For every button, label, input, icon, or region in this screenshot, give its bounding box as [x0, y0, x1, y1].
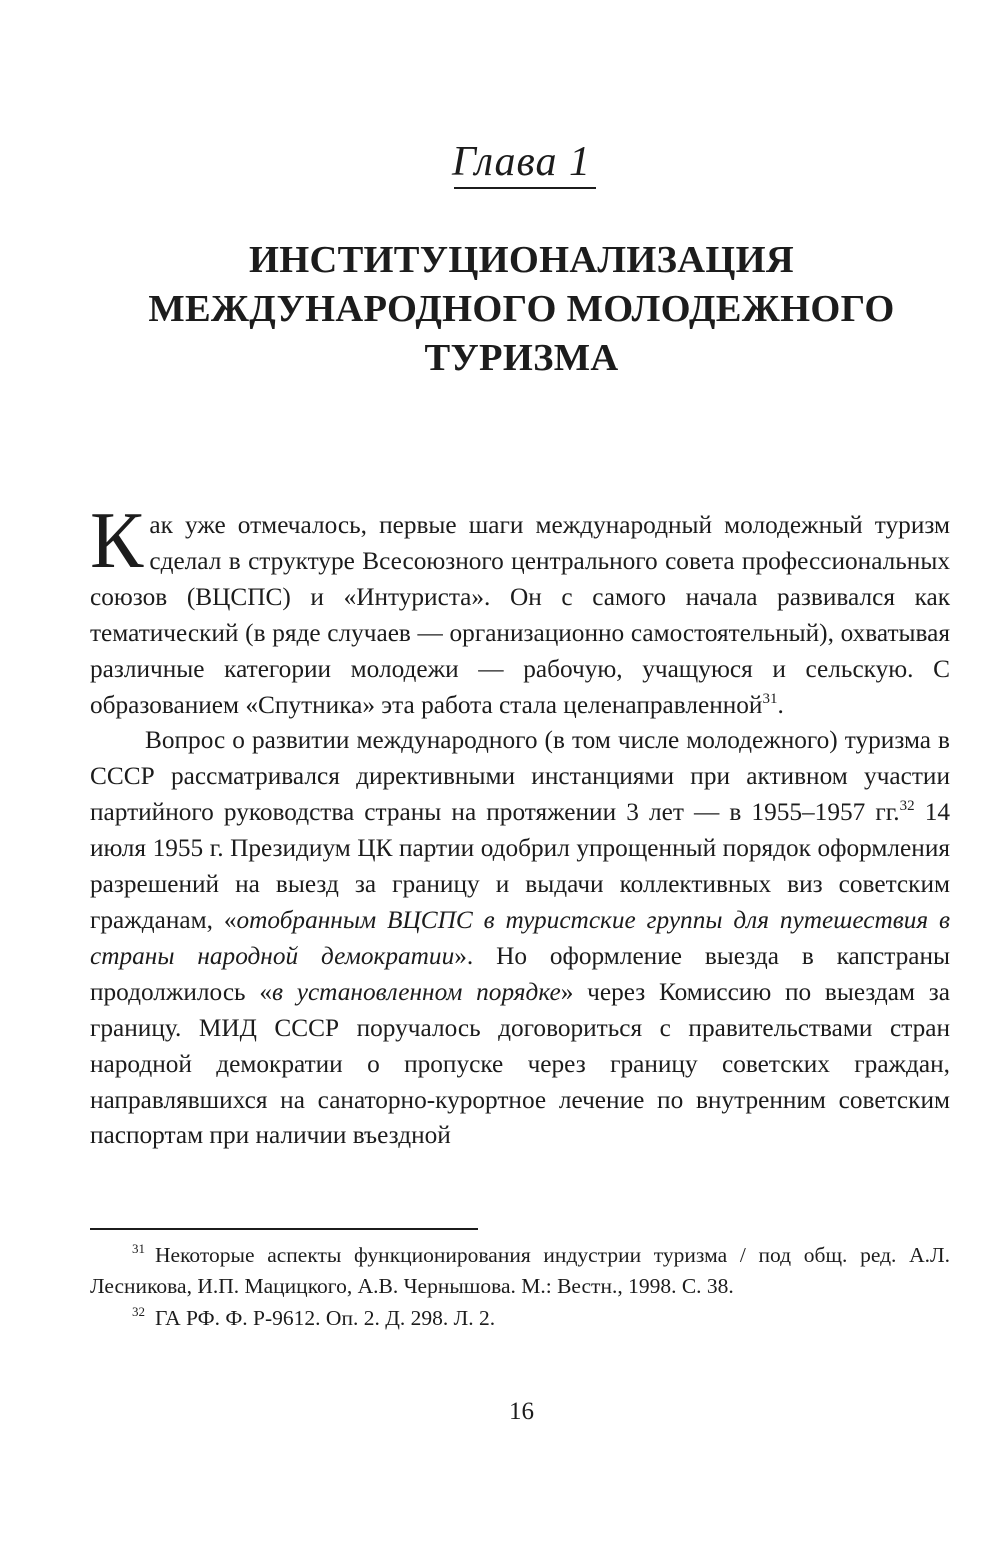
paragraph-2-quote-2: в установленном порядке — [272, 977, 561, 1006]
footnote-number: 32 — [132, 1304, 145, 1319]
title-line-1: ИНСТИТУЦИОНАЛИЗАЦИЯ — [248, 239, 794, 281]
chapter-title — [0, 236, 1000, 383]
footnote-32 — [90, 1303, 950, 1334]
footnote-number: 31 — [132, 1241, 145, 1256]
footnote-separator — [90, 1228, 478, 1230]
footnote-31 — [90, 1240, 950, 1301]
paragraph-2-part-3: ». Но оформление выезда в капстраны продолжилось « — [90, 941, 950, 1006]
title-line-3: ТУРИЗМА — [424, 337, 619, 379]
main-text — [90, 497, 950, 1154]
title-line-2: МЕЖДУНАРОДНОГО МОЛОДЕЖНОГО — [148, 288, 895, 330]
footnote-text: Некоторые аспекты функционирования индустрии туризма / под общ. ред. А.Л. Лесникова, И.П. Мацицкого, А.В. Чернышова. М.: Вестн., 1998. С. 38. — [90, 1243, 950, 1298]
drop-cap: К — [90, 497, 144, 585]
chapter-heading: Глава 1 — [452, 139, 591, 185]
footnotes — [90, 1240, 950, 1336]
footnote-text: ГА РФ. Ф. Р-9612. Оп. 2. Д. 298. Л. 2. — [155, 1306, 496, 1330]
paragraph-1 — [90, 497, 950, 723]
paragraph-2-part-2: 14 июля 1955 г. Президиум ЦК партии одобрил упрощенный порядок оформления разрешений на выезд за границу и выдачи коллективных виз советским гражданам, « — [90, 798, 950, 934]
paragraph-2 — [90, 723, 950, 1154]
paragraph-1-text: ак уже отмечалось, первые шаги международный молодежный туризм сделал в структуре Всесоюзного центрального совета профессиональных союзов (ВЦСПС) и «Интуриста». Он с самого начала развивался как тематический (в ряде случаев — организационно самостоятельный), охватывая различные категории молодежи — рабочую, учащуюся и сельскую. С образованием «Спутника» эта работа стала целенаправленной — [90, 511, 950, 719]
chapter-underline — [454, 187, 596, 189]
page-number: 16 — [509, 1398, 534, 1425]
paragraph-2-quote-1: отобранным ВЦСПС в туристские группы для путешествия в страны народной демократии — [90, 905, 950, 970]
footnote-ref-32: 32 — [899, 798, 915, 815]
paragraph-2-part-4: » через Комиссию по выездам за границу. МИД СССР поручалось договориться с правительствами стран народной демократии о пропуске через границу советских граждан, направлявшихся на санаторно-курортное лечение по внутренним советским паспортам при наличии въездной — [90, 977, 950, 1150]
paragraph-1-end: . — [777, 690, 784, 719]
footnote-ref-31: 31 — [762, 690, 778, 707]
paragraph-2-part-1: Вопрос о развитии международного (в том числе молодежного) туризма в СССР рассматривался директивными инстанциями при активном участии партийного руководства страны на протяжении 3 лет — в 1955–1957 гг. — [90, 726, 950, 827]
